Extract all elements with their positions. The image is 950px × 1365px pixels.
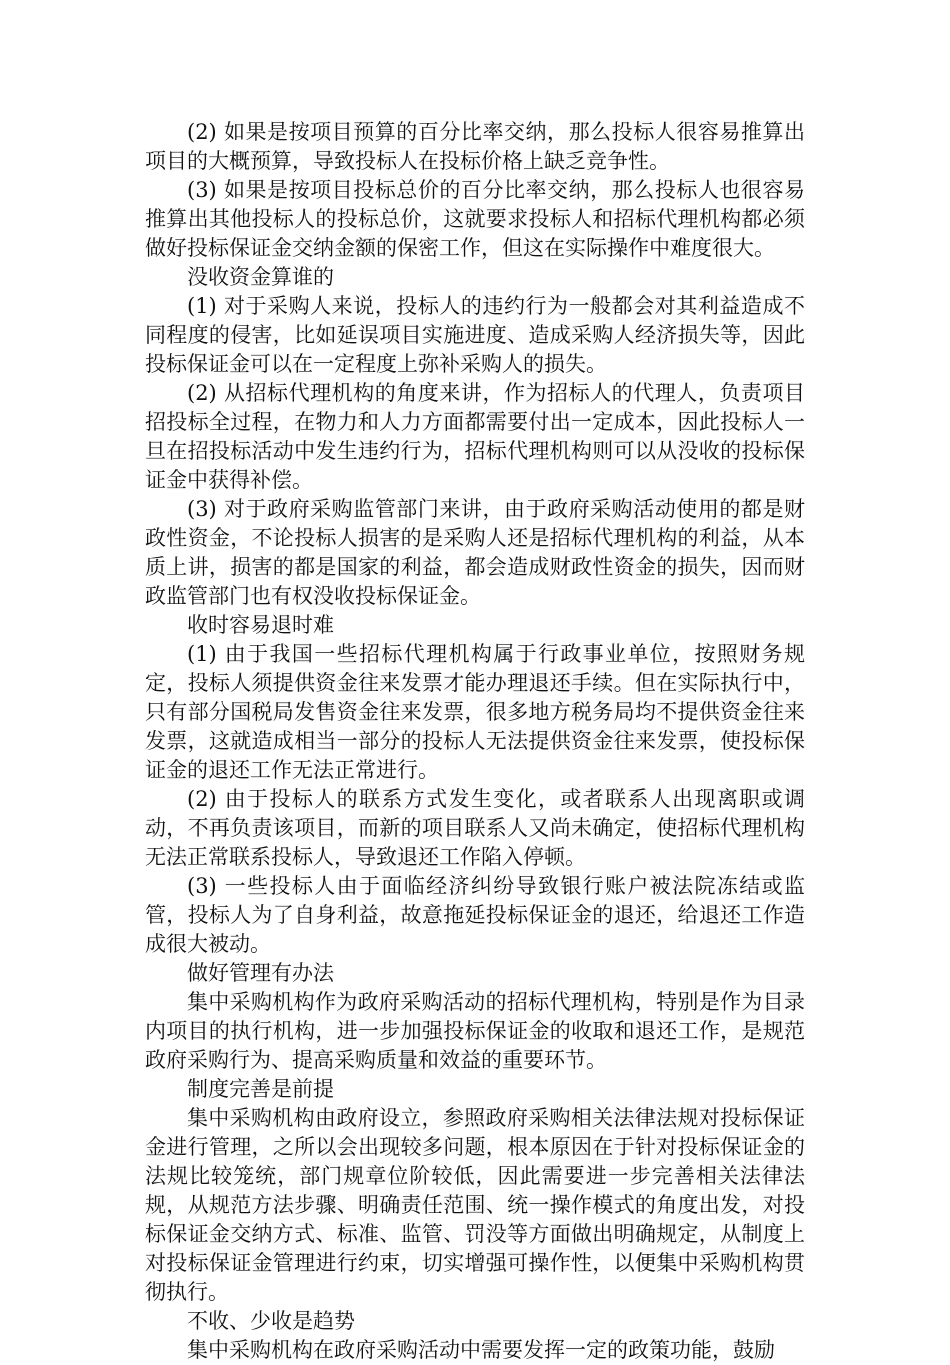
section-heading: 制度完善是前提 [187, 1077, 334, 1101]
paragraph: (3) 一些投标人由于面临经济纠纷导致银行账户被法院冻结或监管，投标人为了自身利益，故意拖延投标保证金的退还，给退还工作造成很大被动。 [145, 874, 805, 956]
paragraph: (1) 由于我国一些招标代理机构属于行政事业单位，按照财务规定，投标人须提供资金往来发票才能办理退还手续。但在实际执行中，只有部分国税局发售资金往来发票，很多地方税务局均不提供资金往来发票，这就造成相当一部分的投标人无法提供资金往来发票，使投标保证金的退还工作无法正常进行。 [145, 642, 805, 782]
paragraph: (2) 如果是按项目预算的百分比率交纳，那么投标人很容易推算出项目的大概预算，导致投标人在投标价格上缺乏竞争性。 [145, 120, 805, 173]
paragraph: (2) 从招标代理机构的角度来讲，作为招标人的代理人，负责项目招投标全过程，在物力和人力方面都需要付出一定成本，因此投标人一旦在招投标活动中发生违约行为，招标代理机构则可以从没收的投标保证金中获得补偿。 [145, 381, 805, 492]
paragraph: (2) 由于投标人的联系方式发生变化，或者联系人出现离职或调动，不再负责该项目，而新的项目联系人又尚未确定，使招标代理机构无法正常联系投标人，导致退还工作陷入停顿。 [145, 787, 805, 869]
paragraph: 集中采购机构由政府设立，参照政府采购相关法律法规对投标保证金进行管理，之所以会出现较多问题，根本原因在于针对投标保证金的法规比较笼统，部门规章位阶较低，因此需要进一步完善相关法律法规，从规范方法步骤、明确责任范围、统一操作模式的角度出发，对投标保证金交纳方式、标准、监管、罚没等方面做出明确规定，从制度上对投标保证金管理进行约束，切实增强可操作性，以便集中采购机构贯彻执行。 [145, 1106, 805, 1304]
section-heading: 没收资金算谁的 [187, 265, 334, 289]
paragraph: (3) 对于政府采购监管部门来讲，由于政府采购活动使用的都是财政性资金，不论投标人损害的是采购人还是招标代理机构的利益，从本质上讲，损害的都是国家的利益，都会造成财政性资金的损失，因而财政监管部门也有权没收投标保证金。 [145, 497, 805, 608]
paragraph: 集中采购机构作为政府采购活动的招标代理机构，特别是作为目录内项目的执行机构，进一步加强投标保证金的收取和退还工作，是规范政府采购行为、提高采购质量和效益的重要环节。 [145, 990, 805, 1072]
section-heading: 做好管理有办法 [187, 961, 334, 985]
document-body [145, 118, 805, 1365]
paragraph: 集中采购机构在政府采购活动中需要发挥一定的政策功能，鼓励 [187, 1338, 775, 1362]
paragraph: (1) 对于采购人来说，投标人的违约行为一般都会对其利益造成不同程度的侵害，比如延误项目实施进度、造成采购人经济损失等，因此投标保证金可以在一定程度上弥补采购人的损失。 [145, 294, 805, 376]
section-heading: 不收、少收是趋势 [187, 1309, 355, 1333]
paragraph: (3) 如果是按项目投标总价的百分比率交纳，那么投标人也很容易推算出其他投标人的投标总价，这就要求投标人和招标代理机构都必须做好投标保证金交纳金额的保密工作，但这在实际操作中难度很大。 [145, 178, 805, 260]
section-heading: 收时容易退时难 [187, 613, 334, 637]
